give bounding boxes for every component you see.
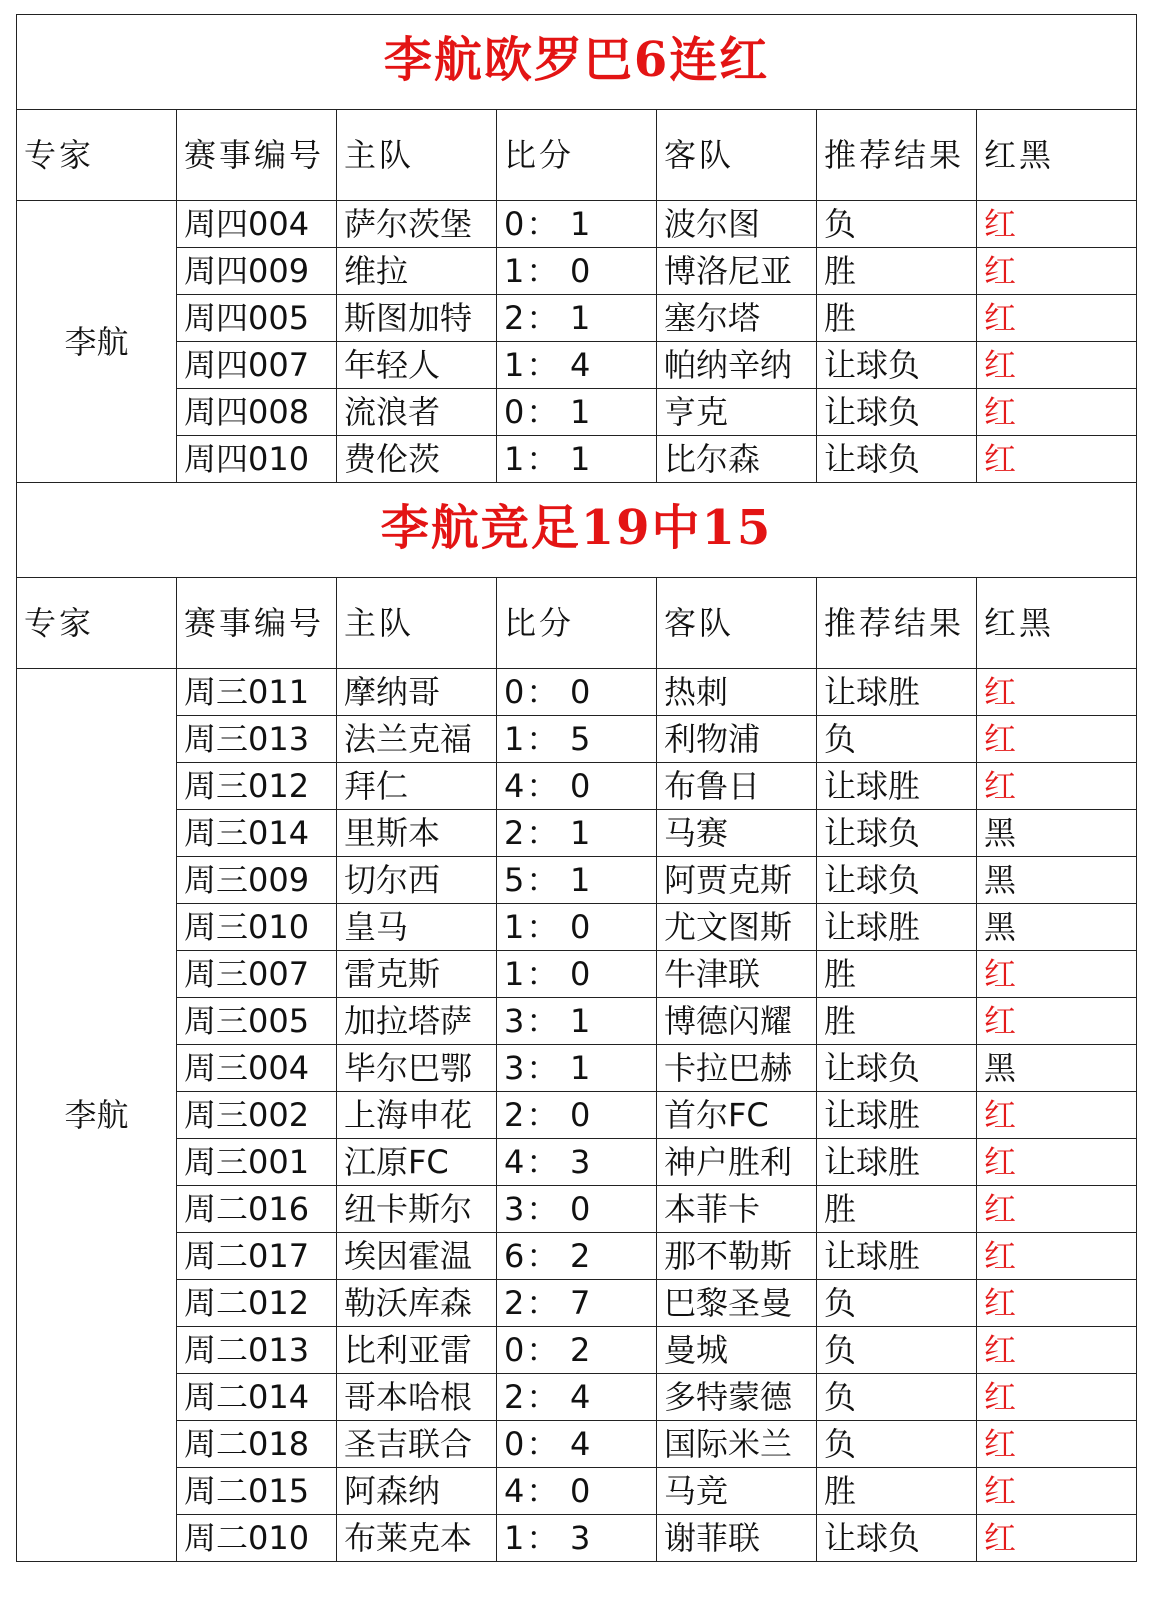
score-home: 1 (504, 252, 525, 290)
score-cell (497, 1280, 657, 1327)
match-id-cell: 周四007 (177, 342, 337, 389)
score-cell (497, 857, 657, 904)
header-row (17, 110, 1137, 201)
score-separator: ： (526, 1284, 559, 1322)
pick-cell: 负 (817, 1374, 977, 1421)
score-away: 1 (570, 205, 591, 243)
pick-cell: 胜 (817, 295, 977, 342)
table-row (17, 389, 1137, 436)
score-home: 1 (504, 440, 525, 478)
score-cell (497, 1327, 657, 1374)
table-row (17, 248, 1137, 295)
match-id-cell: 周三012 (177, 763, 337, 810)
home-team-cell: 皇马 (337, 904, 497, 951)
score-home: 0 (504, 673, 525, 711)
pick-cell: 让球胜 (817, 1092, 977, 1139)
home-team-cell: 江原FC (337, 1139, 497, 1186)
home-team-cell: 流浪者 (337, 389, 497, 436)
column-header: 赛事编号 (177, 578, 337, 669)
pick-cell: 让球胜 (817, 669, 977, 716)
column-header: 客队 (657, 578, 817, 669)
score-away: 2 (570, 1237, 591, 1275)
table-row (17, 763, 1137, 810)
column-header: 专家 (17, 578, 177, 669)
table-row (17, 201, 1137, 248)
result-cell: 黑 (977, 904, 1137, 951)
pick-cell: 让球胜 (817, 763, 977, 810)
score-home: 3 (504, 1190, 525, 1228)
home-team-cell: 布莱克本 (337, 1515, 497, 1562)
result-cell: 红 (977, 1515, 1137, 1562)
home-team-cell: 摩纳哥 (337, 669, 497, 716)
score-home: 2 (504, 1096, 525, 1134)
result-cell: 红 (977, 763, 1137, 810)
result-cell: 红 (977, 1468, 1137, 1515)
score-separator: ： (526, 1519, 559, 1557)
pick-cell: 胜 (817, 1468, 977, 1515)
score-separator: ： (526, 440, 559, 478)
away-team-cell: 神户胜利 (657, 1139, 817, 1186)
home-team-cell: 埃因霍温 (337, 1233, 497, 1280)
table-row (17, 904, 1137, 951)
match-id-cell: 周三007 (177, 951, 337, 998)
home-team-cell: 维拉 (337, 248, 497, 295)
score-separator: ： (526, 393, 559, 431)
score-separator: ： (526, 1425, 559, 1463)
score-separator: ： (526, 673, 559, 711)
score-home: 0 (504, 205, 525, 243)
score-separator: ： (526, 720, 559, 758)
score-away: 0 (570, 673, 591, 711)
table-row (17, 951, 1137, 998)
score-home: 3 (504, 1049, 525, 1087)
away-team-cell: 马赛 (657, 810, 817, 857)
match-id-cell: 周二014 (177, 1374, 337, 1421)
score-away: 0 (570, 908, 591, 946)
result-cell: 红 (977, 716, 1137, 763)
away-team-cell: 布鲁日 (657, 763, 817, 810)
table-row (17, 1421, 1137, 1468)
table-row (17, 810, 1137, 857)
column-header: 专家 (17, 110, 177, 201)
match-id-cell: 周四004 (177, 201, 337, 248)
score-cell (497, 1045, 657, 1092)
column-header: 推荐结果 (817, 110, 977, 201)
away-team-cell: 波尔图 (657, 201, 817, 248)
result-cell: 红 (977, 1233, 1137, 1280)
score-home: 6 (504, 1237, 525, 1275)
match-id-cell: 周四008 (177, 389, 337, 436)
score-away: 1 (570, 1002, 591, 1040)
score-separator: ： (526, 814, 559, 852)
score-away: 1 (570, 861, 591, 899)
score-cell (497, 295, 657, 342)
score-cell (497, 1374, 657, 1421)
home-team-cell: 年轻人 (337, 342, 497, 389)
expert-cell: 李航 (17, 201, 177, 483)
pick-cell: 胜 (817, 951, 977, 998)
score-cell (497, 716, 657, 763)
score-cell (497, 1421, 657, 1468)
score-cell (497, 904, 657, 951)
match-id-cell: 周三014 (177, 810, 337, 857)
score-home: 4 (504, 767, 525, 805)
home-team-cell: 加拉塔萨 (337, 998, 497, 1045)
score-cell (497, 1515, 657, 1562)
score-home: 1 (504, 720, 525, 758)
score-away: 4 (570, 346, 591, 384)
score-separator: ： (526, 767, 559, 805)
away-team-cell: 比尔森 (657, 436, 817, 483)
result-cell: 红 (977, 1327, 1137, 1374)
score-away: 4 (570, 1378, 591, 1416)
pick-cell: 让球胜 (817, 1139, 977, 1186)
section-title: 李航欧罗巴6连红 (383, 31, 770, 88)
score-cell (497, 1186, 657, 1233)
away-team-cell: 尤文图斯 (657, 904, 817, 951)
pick-cell: 负 (817, 716, 977, 763)
pick-cell: 胜 (817, 248, 977, 295)
score-home: 0 (504, 1331, 525, 1369)
away-team-cell: 牛津联 (657, 951, 817, 998)
match-id-cell: 周二010 (177, 1515, 337, 1562)
result-cell: 红 (977, 201, 1137, 248)
score-away: 1 (570, 299, 591, 337)
match-id-cell: 周三013 (177, 716, 337, 763)
result-cell: 红 (977, 1092, 1137, 1139)
table-row (17, 1374, 1137, 1421)
away-team-cell: 本菲卡 (657, 1186, 817, 1233)
result-cell: 红 (977, 342, 1137, 389)
score-home: 1 (504, 346, 525, 384)
header-row (17, 578, 1137, 669)
score-cell (497, 1233, 657, 1280)
table-row (17, 1233, 1137, 1280)
home-team-cell: 法兰克福 (337, 716, 497, 763)
score-separator: ： (526, 1331, 559, 1369)
away-team-cell: 谢菲联 (657, 1515, 817, 1562)
away-team-cell: 巴黎圣曼 (657, 1280, 817, 1327)
score-home: 0 (504, 393, 525, 431)
pick-cell: 负 (817, 1280, 977, 1327)
score-home: 2 (504, 1284, 525, 1322)
section-title-row (17, 15, 1137, 110)
score-home: 1 (504, 955, 525, 993)
away-team-cell: 那不勒斯 (657, 1233, 817, 1280)
column-header: 主队 (337, 110, 497, 201)
table-row (17, 1327, 1137, 1374)
score-home: 3 (504, 1002, 525, 1040)
score-separator: ： (526, 908, 559, 946)
table-row (17, 295, 1137, 342)
score-home: 1 (504, 1519, 525, 1557)
pick-cell: 让球负 (817, 1045, 977, 1092)
score-separator: ： (526, 1143, 559, 1181)
result-cell: 红 (977, 248, 1137, 295)
score-separator: ： (526, 1472, 559, 1510)
away-team-cell: 博洛尼亚 (657, 248, 817, 295)
score-away: 0 (570, 767, 591, 805)
score-away: 1 (570, 393, 591, 431)
score-cell (497, 389, 657, 436)
section-title-cell (17, 15, 1137, 110)
away-team-cell: 亨克 (657, 389, 817, 436)
section-title: 李航竞足19中15 (380, 499, 773, 556)
result-cell: 红 (977, 295, 1137, 342)
score-cell (497, 763, 657, 810)
match-id-cell: 周三009 (177, 857, 337, 904)
table-row (17, 669, 1137, 716)
score-separator: ： (526, 1002, 559, 1040)
match-id-cell: 周二016 (177, 1186, 337, 1233)
column-header: 红黑 (977, 578, 1137, 669)
away-team-cell: 博德闪耀 (657, 998, 817, 1045)
score-home: 2 (504, 1378, 525, 1416)
pick-cell: 负 (817, 1327, 977, 1374)
score-separator: ： (526, 1237, 559, 1275)
score-cell (497, 342, 657, 389)
score-away: 3 (570, 1143, 591, 1181)
score-cell (497, 998, 657, 1045)
home-team-cell: 切尔西 (337, 857, 497, 904)
result-cell: 红 (977, 1421, 1137, 1468)
match-id-cell: 周三002 (177, 1092, 337, 1139)
score-separator: ： (526, 205, 559, 243)
column-header: 比分 (497, 110, 657, 201)
pick-cell: 负 (817, 201, 977, 248)
pick-cell: 让球负 (817, 857, 977, 904)
score-away: 0 (570, 1190, 591, 1228)
column-header: 主队 (337, 578, 497, 669)
away-team-cell: 马竞 (657, 1468, 817, 1515)
score-away: 1 (570, 440, 591, 478)
score-separator: ： (526, 252, 559, 290)
score-cell (497, 810, 657, 857)
home-team-cell: 纽卡斯尔 (337, 1186, 497, 1233)
score-home: 0 (504, 1425, 525, 1463)
column-header: 红黑 (977, 110, 1137, 201)
score-away: 4 (570, 1425, 591, 1463)
home-team-cell: 勒沃库森 (337, 1280, 497, 1327)
match-id-cell: 周三001 (177, 1139, 337, 1186)
result-cell: 红 (977, 436, 1137, 483)
score-cell (497, 669, 657, 716)
column-header: 推荐结果 (817, 578, 977, 669)
score-away: 0 (570, 1096, 591, 1134)
match-id-cell: 周三011 (177, 669, 337, 716)
match-id-cell: 周四010 (177, 436, 337, 483)
table-row (17, 342, 1137, 389)
match-id-cell: 周三005 (177, 998, 337, 1045)
pick-cell: 胜 (817, 1186, 977, 1233)
match-id-cell: 周二013 (177, 1327, 337, 1374)
table-row (17, 1092, 1137, 1139)
result-cell: 红 (977, 389, 1137, 436)
score-away: 2 (570, 1331, 591, 1369)
away-team-cell: 卡拉巴赫 (657, 1045, 817, 1092)
score-cell (497, 1468, 657, 1515)
score-home: 5 (504, 861, 525, 899)
result-cell: 黑 (977, 810, 1137, 857)
home-team-cell: 阿森纳 (337, 1468, 497, 1515)
match-id-cell: 周二012 (177, 1280, 337, 1327)
home-team-cell: 上海申花 (337, 1092, 497, 1139)
score-separator: ： (526, 299, 559, 337)
score-home: 4 (504, 1143, 525, 1181)
score-cell (497, 1092, 657, 1139)
away-team-cell: 国际米兰 (657, 1421, 817, 1468)
score-separator: ： (526, 1378, 559, 1416)
score-cell (497, 248, 657, 295)
away-team-cell: 利物浦 (657, 716, 817, 763)
column-header: 客队 (657, 110, 817, 201)
home-team-cell: 哥本哈根 (337, 1374, 497, 1421)
pick-cell: 让球负 (817, 389, 977, 436)
pick-cell: 负 (817, 1421, 977, 1468)
home-team-cell: 雷克斯 (337, 951, 497, 998)
home-team-cell: 拜仁 (337, 763, 497, 810)
result-cell: 红 (977, 1280, 1137, 1327)
match-id-cell: 周二018 (177, 1421, 337, 1468)
pick-cell: 让球负 (817, 1515, 977, 1562)
score-separator: ： (526, 1049, 559, 1087)
away-team-cell: 阿贾克斯 (657, 857, 817, 904)
home-team-cell: 费伦茨 (337, 436, 497, 483)
score-away: 0 (570, 955, 591, 993)
away-team-cell: 塞尔塔 (657, 295, 817, 342)
away-team-cell: 热刺 (657, 669, 817, 716)
table-row (17, 857, 1137, 904)
table-row (17, 1468, 1137, 1515)
match-id-cell: 周二017 (177, 1233, 337, 1280)
match-id-cell: 周二015 (177, 1468, 337, 1515)
table-row (17, 1515, 1137, 1562)
home-team-cell: 比利亚雷 (337, 1327, 497, 1374)
results-sheet (16, 14, 1136, 1562)
table-row (17, 1139, 1137, 1186)
match-id-cell: 周三010 (177, 904, 337, 951)
score-separator: ： (526, 346, 559, 384)
table-row (17, 998, 1137, 1045)
score-home: 4 (504, 1472, 525, 1510)
section-title-row (17, 483, 1137, 578)
table-row (17, 1045, 1137, 1092)
result-cell: 红 (977, 1139, 1137, 1186)
result-cell: 红 (977, 1374, 1137, 1421)
score-away: 1 (570, 814, 591, 852)
table-row (17, 1186, 1137, 1233)
away-team-cell: 帕纳辛纳 (657, 342, 817, 389)
column-header: 比分 (497, 578, 657, 669)
score-cell (497, 201, 657, 248)
pick-cell: 让球胜 (817, 1233, 977, 1280)
score-home: 1 (504, 908, 525, 946)
home-team-cell: 圣吉联合 (337, 1421, 497, 1468)
result-cell: 红 (977, 998, 1137, 1045)
match-id-cell: 周四009 (177, 248, 337, 295)
table-row (17, 716, 1137, 763)
match-id-cell: 周三004 (177, 1045, 337, 1092)
score-separator: ： (526, 1096, 559, 1134)
score-home: 2 (504, 299, 525, 337)
score-home: 2 (504, 814, 525, 852)
table-row (17, 1280, 1137, 1327)
pick-cell: 让球负 (817, 436, 977, 483)
table-row (17, 436, 1137, 483)
home-team-cell: 斯图加特 (337, 295, 497, 342)
score-cell (497, 436, 657, 483)
home-team-cell: 毕尔巴鄂 (337, 1045, 497, 1092)
result-cell: 红 (977, 1186, 1137, 1233)
expert-cell: 李航 (17, 669, 177, 1562)
result-cell: 红 (977, 951, 1137, 998)
result-cell: 红 (977, 669, 1137, 716)
away-team-cell: 首尔FC (657, 1092, 817, 1139)
away-team-cell: 多特蒙德 (657, 1374, 817, 1421)
section-title-cell (17, 483, 1137, 578)
result-cell: 黑 (977, 1045, 1137, 1092)
score-away: 3 (570, 1519, 591, 1557)
score-separator: ： (526, 1190, 559, 1228)
score-away: 5 (570, 720, 591, 758)
score-away: 0 (570, 252, 591, 290)
pick-cell: 让球负 (817, 810, 977, 857)
score-cell (497, 1139, 657, 1186)
pick-cell: 胜 (817, 998, 977, 1045)
score-away: 1 (570, 1049, 591, 1087)
score-away: 7 (570, 1284, 591, 1322)
home-team-cell: 里斯本 (337, 810, 497, 857)
score-cell (497, 951, 657, 998)
score-separator: ： (526, 861, 559, 899)
score-away: 0 (570, 1472, 591, 1510)
away-team-cell: 曼城 (657, 1327, 817, 1374)
results-table (16, 14, 1137, 1562)
pick-cell: 让球胜 (817, 904, 977, 951)
match-id-cell: 周四005 (177, 295, 337, 342)
home-team-cell: 萨尔茨堡 (337, 201, 497, 248)
score-separator: ： (526, 955, 559, 993)
pick-cell: 让球负 (817, 342, 977, 389)
result-cell: 黑 (977, 857, 1137, 904)
column-header: 赛事编号 (177, 110, 337, 201)
